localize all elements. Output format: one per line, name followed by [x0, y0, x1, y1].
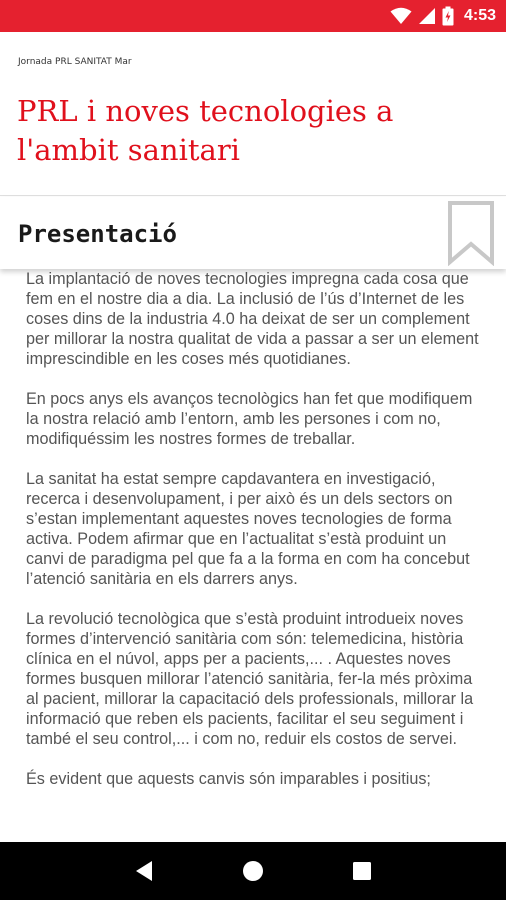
battery-icon	[442, 6, 454, 26]
recents-icon[interactable]	[342, 851, 382, 891]
article-content[interactable]	[0, 269, 506, 842]
paragraph: La sanitat ha estat sempre capdavantera en investigació, recerca i desenvolupament, i per això és un dels sectors on s’estan implementant aquestes noves tecnologies de forma activa. Podem afirmar que en l’actualitat s’està produint un canvi de paradigma pel que fa a la forma en com ha concebut l’atenció sanitària en els darrers anys.	[26, 470, 470, 588]
paragraph: La implantació de noves tecnologies impregna cada cosa que fem en el nostre dia a dia. La inclusió de l’ús d’Internet de les coses dins de la industria 4.0 ha deixat de ser un complement per millorar la nostra qualitat de vida a passar a ser un element imprescindible en les coses més quotidianes.	[26, 270, 479, 368]
page-title: PRL i noves tecnologies a l'ambit sanitari	[17, 94, 394, 167]
paragraph: La revolució tecnològica que s’està produint introdueix noves formes d’intervenció sanitària com són: telemedicina, història clínica en el núvol, apps per a pacients,... . Aquestes noves formes busquen millorar l’atenció sanitària, fer-la més pròxima al pacient, millorar la capacitació dels professionals, millorar la informació que reben els pacients, facilitar el seu seguiment i també el seu control,... i com no, reduir els costos de servei.	[26, 610, 474, 748]
signal-icon	[418, 7, 436, 25]
wifi-icon	[390, 7, 412, 25]
bookmark-icon[interactable]	[447, 200, 495, 266]
home-icon[interactable]	[233, 851, 273, 891]
article-header	[0, 32, 506, 196]
section-title: Presentació	[18, 220, 177, 248]
navigation-bar	[0, 842, 506, 900]
paragraph: En pocs anys els avanços tecnològics han fet que modifiquem la nostra relació amb l’entorn, amb les persones i com no, modifiquéssim les nostres formes de treballar.	[26, 390, 473, 448]
status-time: 4:53	[463, 7, 496, 24]
paragraph: És evident que aquests canvis són imparables i positius;	[26, 770, 431, 788]
breadcrumb[interactable]: Jornada PRL SANITAT Mar	[18, 57, 132, 67]
back-icon[interactable]	[124, 851, 164, 891]
status-bar	[0, 0, 506, 32]
section-header	[0, 197, 506, 269]
